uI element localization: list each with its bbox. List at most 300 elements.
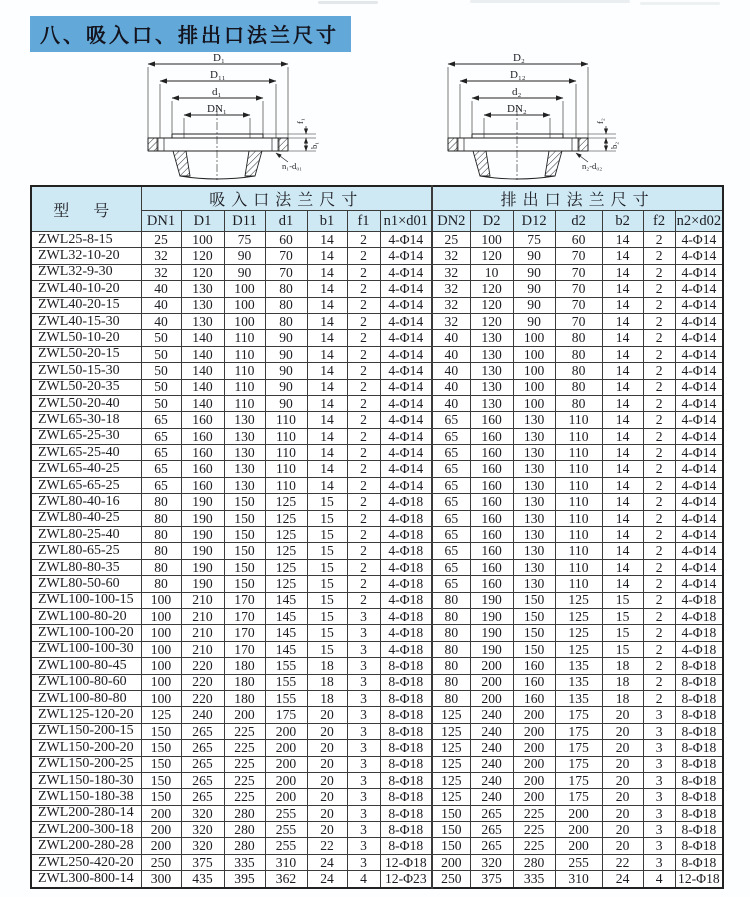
value-cell: 110 — [265, 428, 307, 444]
table-row — [31, 559, 723, 575]
value-cell: 4-Φ14 — [675, 264, 723, 280]
table-row — [31, 379, 723, 395]
value-cell: 80 — [141, 576, 181, 592]
value-cell: 18 — [307, 690, 347, 706]
dim-label-D12: D₁₂ — [510, 69, 526, 81]
value-cell: 225 — [513, 838, 555, 854]
value-cell: 145 — [265, 641, 307, 657]
table-row — [31, 707, 723, 723]
scan-artifact — [470, 0, 630, 3]
value-cell: 80 — [555, 363, 602, 379]
value-cell: 2 — [643, 461, 675, 477]
value-cell: 170 — [224, 592, 265, 608]
value-cell: 50 — [141, 346, 181, 362]
value-cell: 15 — [602, 592, 643, 608]
value-cell: 2 — [643, 428, 675, 444]
value-cell: 2 — [347, 313, 380, 329]
value-cell: 130 — [513, 559, 555, 575]
table-row — [31, 428, 723, 444]
value-cell: 375 — [470, 871, 513, 888]
value-cell: 170 — [224, 608, 265, 624]
value-cell: 110 — [265, 477, 307, 493]
value-cell: 3 — [643, 805, 675, 821]
model-cell: ZWL100-100-20 — [31, 625, 141, 641]
value-cell: 200 — [265, 789, 307, 805]
model-cell: ZWL200-280-14 — [31, 805, 141, 821]
value-cell: 4-Φ14 — [675, 379, 723, 395]
table-row — [31, 740, 723, 756]
value-cell: 40 — [432, 346, 470, 362]
value-cell: 4-Φ14 — [380, 461, 432, 477]
value-cell: 2 — [643, 592, 675, 608]
value-cell: 140 — [181, 395, 224, 411]
value-cell: 435 — [181, 871, 224, 888]
value-cell: 2 — [643, 395, 675, 411]
value-cell: 110 — [555, 559, 602, 575]
value-cell: 4-Φ18 — [380, 625, 432, 641]
value-cell: 15 — [602, 641, 643, 657]
value-cell: 14 — [307, 248, 347, 264]
value-cell: 18 — [602, 674, 643, 690]
value-cell: 4-Φ14 — [380, 281, 432, 297]
value-cell: 14 — [602, 412, 643, 428]
value-cell: 65 — [432, 543, 470, 559]
model-cell: ZWL50-20-35 — [31, 379, 141, 395]
value-cell: 80 — [141, 543, 181, 559]
value-cell: 150 — [432, 805, 470, 821]
value-cell: 20 — [307, 707, 347, 723]
value-cell: 2 — [643, 232, 675, 248]
value-cell: 280 — [224, 822, 265, 838]
value-cell: 110 — [224, 330, 265, 346]
table-row — [31, 756, 723, 772]
value-cell: 280 — [513, 854, 555, 870]
value-cell: 8-Φ18 — [380, 707, 432, 723]
value-cell: 8-Φ18 — [380, 756, 432, 772]
value-cell: 4-Φ14 — [380, 412, 432, 428]
value-cell: 4-Φ14 — [675, 346, 723, 362]
value-cell: 75 — [224, 232, 265, 248]
value-cell: 160 — [181, 412, 224, 428]
scan-artifact — [318, 1, 378, 4]
value-cell: 65 — [432, 576, 470, 592]
value-cell: 3 — [347, 805, 380, 821]
value-cell: 150 — [513, 592, 555, 608]
value-cell: 130 — [224, 445, 265, 461]
value-cell: 14 — [602, 445, 643, 461]
value-cell: 80 — [555, 395, 602, 411]
dim-label-DN2: DN₂ — [507, 103, 527, 115]
value-cell: 14 — [602, 346, 643, 362]
model-cell: ZWL80-65-25 — [31, 543, 141, 559]
value-cell: 100 — [513, 379, 555, 395]
model-cell: ZWL65-65-25 — [31, 477, 141, 493]
table-row — [31, 477, 723, 493]
value-cell: 8-Φ18 — [675, 805, 723, 821]
value-cell: 125 — [432, 740, 470, 756]
value-cell: 20 — [602, 756, 643, 772]
value-cell: 135 — [555, 674, 602, 690]
value-cell: 2 — [347, 248, 380, 264]
value-cell: 125 — [265, 510, 307, 526]
column-header-D2: D2 — [470, 211, 513, 232]
value-cell: 160 — [470, 510, 513, 526]
value-cell: 110 — [555, 494, 602, 510]
table-row — [31, 838, 723, 854]
value-cell: 14 — [602, 461, 643, 477]
model-cell: ZWL25-8-15 — [31, 232, 141, 248]
value-cell: 40 — [141, 313, 181, 329]
value-cell: 110 — [555, 510, 602, 526]
value-cell: 15 — [307, 641, 347, 657]
value-cell: 190 — [181, 494, 224, 510]
value-cell: 3 — [347, 838, 380, 854]
value-cell: 180 — [224, 690, 265, 706]
value-cell: 70 — [555, 264, 602, 280]
value-cell: 90 — [265, 346, 307, 362]
table-row — [31, 494, 723, 510]
value-cell: 160 — [470, 494, 513, 510]
value-cell: 200 — [141, 838, 181, 854]
value-cell: 130 — [224, 428, 265, 444]
value-cell: 8-Φ18 — [380, 723, 432, 739]
value-cell: 310 — [555, 871, 602, 888]
value-cell: 4-Φ14 — [675, 477, 723, 493]
value-cell: 15 — [307, 608, 347, 624]
value-cell: 120 — [181, 248, 224, 264]
value-cell: 100 — [224, 313, 265, 329]
value-cell: 4-Φ14 — [675, 510, 723, 526]
value-cell: 4-Φ18 — [380, 559, 432, 575]
value-cell: 80 — [555, 330, 602, 346]
value-cell: 2 — [643, 297, 675, 313]
model-cell: ZWL40-10-20 — [31, 281, 141, 297]
value-cell: 110 — [555, 461, 602, 477]
value-cell: 145 — [265, 625, 307, 641]
value-cell: 240 — [181, 707, 224, 723]
value-cell: 2 — [347, 461, 380, 477]
value-cell: 15 — [307, 559, 347, 575]
value-cell: 90 — [513, 281, 555, 297]
value-cell: 4-Φ14 — [380, 346, 432, 362]
column-header-f1: f1 — [347, 211, 380, 232]
column-header-DN1: DN1 — [141, 211, 181, 232]
flange-cross-section-drawing — [440, 50, 630, 182]
value-cell: 65 — [432, 445, 470, 461]
value-cell: 110 — [224, 346, 265, 362]
value-cell: 110 — [555, 445, 602, 461]
value-cell: 20 — [602, 789, 643, 805]
value-cell: 4-Φ14 — [675, 543, 723, 559]
value-cell: 160 — [470, 428, 513, 444]
value-cell: 200 — [141, 805, 181, 821]
value-cell: 80 — [432, 674, 470, 690]
value-cell: 60 — [555, 232, 602, 248]
value-cell: 100 — [513, 346, 555, 362]
value-cell: 125 — [265, 559, 307, 575]
value-cell: 2 — [643, 527, 675, 543]
value-cell: 80 — [141, 527, 181, 543]
value-cell: 12-Φ18 — [380, 854, 432, 870]
value-cell: 200 — [224, 707, 265, 723]
value-cell: 110 — [555, 477, 602, 493]
value-cell: 140 — [181, 346, 224, 362]
value-cell: 190 — [181, 543, 224, 559]
value-cell: 240 — [470, 707, 513, 723]
value-cell: 2 — [643, 559, 675, 575]
value-cell: 14 — [602, 477, 643, 493]
value-cell: 90 — [265, 363, 307, 379]
value-cell: 3 — [643, 723, 675, 739]
value-cell: 150 — [141, 756, 181, 772]
value-cell: 20 — [602, 740, 643, 756]
value-cell: 200 — [555, 822, 602, 838]
value-cell: 20 — [602, 707, 643, 723]
value-cell: 120 — [181, 264, 224, 280]
value-cell: 4-Φ18 — [380, 510, 432, 526]
value-cell: 4-Φ18 — [380, 527, 432, 543]
dim-label-f2: f₂ — [595, 118, 605, 124]
value-cell: 4-Φ18 — [675, 608, 723, 624]
value-cell: 120 — [470, 313, 513, 329]
value-cell: 110 — [265, 445, 307, 461]
value-cell: 175 — [555, 740, 602, 756]
value-cell: 200 — [513, 789, 555, 805]
column-header-n2×d02: n2×d02 — [675, 211, 723, 232]
value-cell: 4-Φ14 — [380, 313, 432, 329]
value-cell: 20 — [602, 838, 643, 854]
value-cell: 14 — [602, 543, 643, 559]
table-row — [31, 690, 723, 706]
value-cell: 4-Φ14 — [675, 313, 723, 329]
value-cell: 130 — [513, 576, 555, 592]
value-cell: 40 — [432, 363, 470, 379]
value-cell: 160 — [470, 477, 513, 493]
value-cell: 150 — [141, 723, 181, 739]
value-cell: 200 — [141, 822, 181, 838]
value-cell: 25 — [432, 232, 470, 248]
value-cell: 4-Φ14 — [380, 445, 432, 461]
value-cell: 2 — [347, 527, 380, 543]
value-cell: 32 — [432, 281, 470, 297]
model-cell: ZWL100-80-20 — [31, 608, 141, 624]
value-cell: 65 — [432, 527, 470, 543]
table-group-header-row — [31, 186, 723, 211]
value-cell: 110 — [555, 412, 602, 428]
value-cell: 12-Φ18 — [675, 871, 723, 888]
value-cell: 140 — [181, 363, 224, 379]
value-cell: 20 — [307, 789, 347, 805]
value-cell: 10 — [470, 264, 513, 280]
value-cell: 4-Φ14 — [380, 264, 432, 280]
value-cell: 22 — [307, 838, 347, 854]
value-cell: 4-Φ14 — [380, 379, 432, 395]
value-cell: 150 — [224, 576, 265, 592]
value-cell: 225 — [224, 756, 265, 772]
value-cell: 265 — [181, 740, 224, 756]
table-row — [31, 608, 723, 624]
value-cell: 20 — [602, 805, 643, 821]
value-cell: 80 — [141, 559, 181, 575]
value-cell: 40 — [141, 297, 181, 313]
value-cell: 15 — [307, 576, 347, 592]
value-cell: 14 — [602, 559, 643, 575]
value-cell: 2 — [347, 264, 380, 280]
value-cell: 4-Φ14 — [380, 477, 432, 493]
value-cell: 2 — [643, 248, 675, 264]
value-cell: 3 — [347, 641, 380, 657]
model-cell: ZWL200-300-18 — [31, 822, 141, 838]
value-cell: 300 — [141, 871, 181, 888]
value-cell: 2 — [347, 346, 380, 362]
value-cell: 180 — [224, 674, 265, 690]
value-cell: 14 — [307, 232, 347, 248]
value-cell: 2 — [643, 641, 675, 657]
value-cell: 4-Φ14 — [675, 527, 723, 543]
model-cell: ZWL32-10-20 — [31, 248, 141, 264]
value-cell: 4-Φ14 — [675, 363, 723, 379]
model-cell: ZWL65-25-40 — [31, 445, 141, 461]
value-cell: 8-Φ18 — [675, 723, 723, 739]
value-cell: 4-Φ14 — [675, 297, 723, 313]
table-row — [31, 412, 723, 428]
value-cell: 140 — [181, 330, 224, 346]
value-cell: 20 — [602, 772, 643, 788]
table-row — [31, 297, 723, 313]
value-cell: 320 — [181, 822, 224, 838]
table-row — [31, 510, 723, 526]
value-cell: 4-Φ14 — [380, 363, 432, 379]
value-cell: 60 — [265, 232, 307, 248]
model-cell: ZWL300-800-14 — [31, 871, 141, 888]
value-cell: 75 — [513, 232, 555, 248]
value-cell: 15 — [307, 543, 347, 559]
value-cell: 175 — [555, 723, 602, 739]
value-cell: 130 — [513, 412, 555, 428]
value-cell: 14 — [307, 379, 347, 395]
model-cell: ZWL65-25-30 — [31, 428, 141, 444]
value-cell: 3 — [347, 625, 380, 641]
value-cell: 150 — [513, 608, 555, 624]
value-cell: 3 — [347, 772, 380, 788]
value-cell: 4-Φ14 — [675, 494, 723, 510]
value-cell: 90 — [513, 297, 555, 313]
value-cell: 32 — [432, 264, 470, 280]
value-cell: 20 — [307, 756, 347, 772]
value-cell: 145 — [265, 608, 307, 624]
model-cell: ZWL250-420-20 — [31, 854, 141, 870]
value-cell: 125 — [432, 723, 470, 739]
value-cell: 110 — [555, 576, 602, 592]
value-cell: 2 — [347, 592, 380, 608]
table-row — [31, 723, 723, 739]
value-cell: 32 — [141, 248, 181, 264]
value-cell: 280 — [224, 805, 265, 821]
value-cell: 240 — [470, 772, 513, 788]
value-cell: 2 — [643, 576, 675, 592]
value-cell: 362 — [265, 871, 307, 888]
value-cell: 14 — [602, 363, 643, 379]
dim-label-d1: d₁ — [212, 86, 222, 98]
model-cell: ZWL50-20-40 — [31, 395, 141, 411]
value-cell: 180 — [224, 658, 265, 674]
value-cell: 110 — [265, 412, 307, 428]
value-cell: 130 — [513, 461, 555, 477]
value-cell: 70 — [265, 264, 307, 280]
value-cell: 130 — [224, 477, 265, 493]
value-cell: 2 — [347, 281, 380, 297]
value-cell: 20 — [307, 740, 347, 756]
value-cell: 14 — [307, 461, 347, 477]
value-cell: 14 — [307, 313, 347, 329]
value-cell: 4-Φ14 — [380, 232, 432, 248]
value-cell: 14 — [307, 281, 347, 297]
value-cell: 335 — [224, 854, 265, 870]
value-cell: 80 — [432, 641, 470, 657]
value-cell: 160 — [470, 412, 513, 428]
value-cell: 3 — [643, 789, 675, 805]
value-cell: 2 — [347, 297, 380, 313]
column-header-f2: f2 — [643, 211, 675, 232]
value-cell: 125 — [555, 625, 602, 641]
value-cell: 220 — [181, 690, 224, 706]
value-cell: 2 — [643, 543, 675, 559]
value-cell: 240 — [470, 740, 513, 756]
column-header-d2: d2 — [555, 211, 602, 232]
value-cell: 90 — [265, 330, 307, 346]
value-cell: 160 — [513, 674, 555, 690]
value-cell: 80 — [141, 494, 181, 510]
value-cell: 190 — [470, 608, 513, 624]
value-cell: 4-Φ18 — [675, 592, 723, 608]
value-cell: 80 — [432, 658, 470, 674]
value-cell: 40 — [141, 281, 181, 297]
value-cell: 2 — [643, 412, 675, 428]
value-cell: 160 — [470, 559, 513, 575]
value-cell: 4-Φ14 — [675, 412, 723, 428]
value-cell: 2 — [347, 412, 380, 428]
value-cell: 125 — [555, 592, 602, 608]
discharge-group-header: 排出口法兰尺寸 — [432, 186, 723, 211]
discharge-flange-diagram — [440, 50, 630, 182]
value-cell: 130 — [470, 330, 513, 346]
value-cell: 110 — [224, 395, 265, 411]
value-cell: 8-Φ18 — [675, 838, 723, 854]
value-cell: 125 — [265, 543, 307, 559]
value-cell: 2 — [643, 330, 675, 346]
value-cell: 2 — [347, 543, 380, 559]
value-cell: 70 — [265, 248, 307, 264]
value-cell: 125 — [265, 494, 307, 510]
model-cell: ZWL65-40-25 — [31, 461, 141, 477]
value-cell: 130 — [513, 543, 555, 559]
value-cell: 145 — [265, 592, 307, 608]
suction-flange-diagram — [140, 50, 330, 182]
value-cell: 265 — [181, 772, 224, 788]
value-cell: 50 — [141, 395, 181, 411]
dim-label-n1-d01: n₁-d₀₁ — [282, 161, 303, 171]
table-row — [31, 641, 723, 657]
value-cell: 240 — [470, 723, 513, 739]
model-column-header: 型 号 — [31, 186, 141, 232]
value-cell: 100 — [141, 690, 181, 706]
value-cell: 14 — [602, 281, 643, 297]
value-cell: 130 — [224, 461, 265, 477]
value-cell: 130 — [181, 313, 224, 329]
model-cell: ZWL100-80-45 — [31, 658, 141, 674]
value-cell: 8-Φ18 — [675, 690, 723, 706]
dim-label-b2: b₂ — [609, 141, 619, 149]
